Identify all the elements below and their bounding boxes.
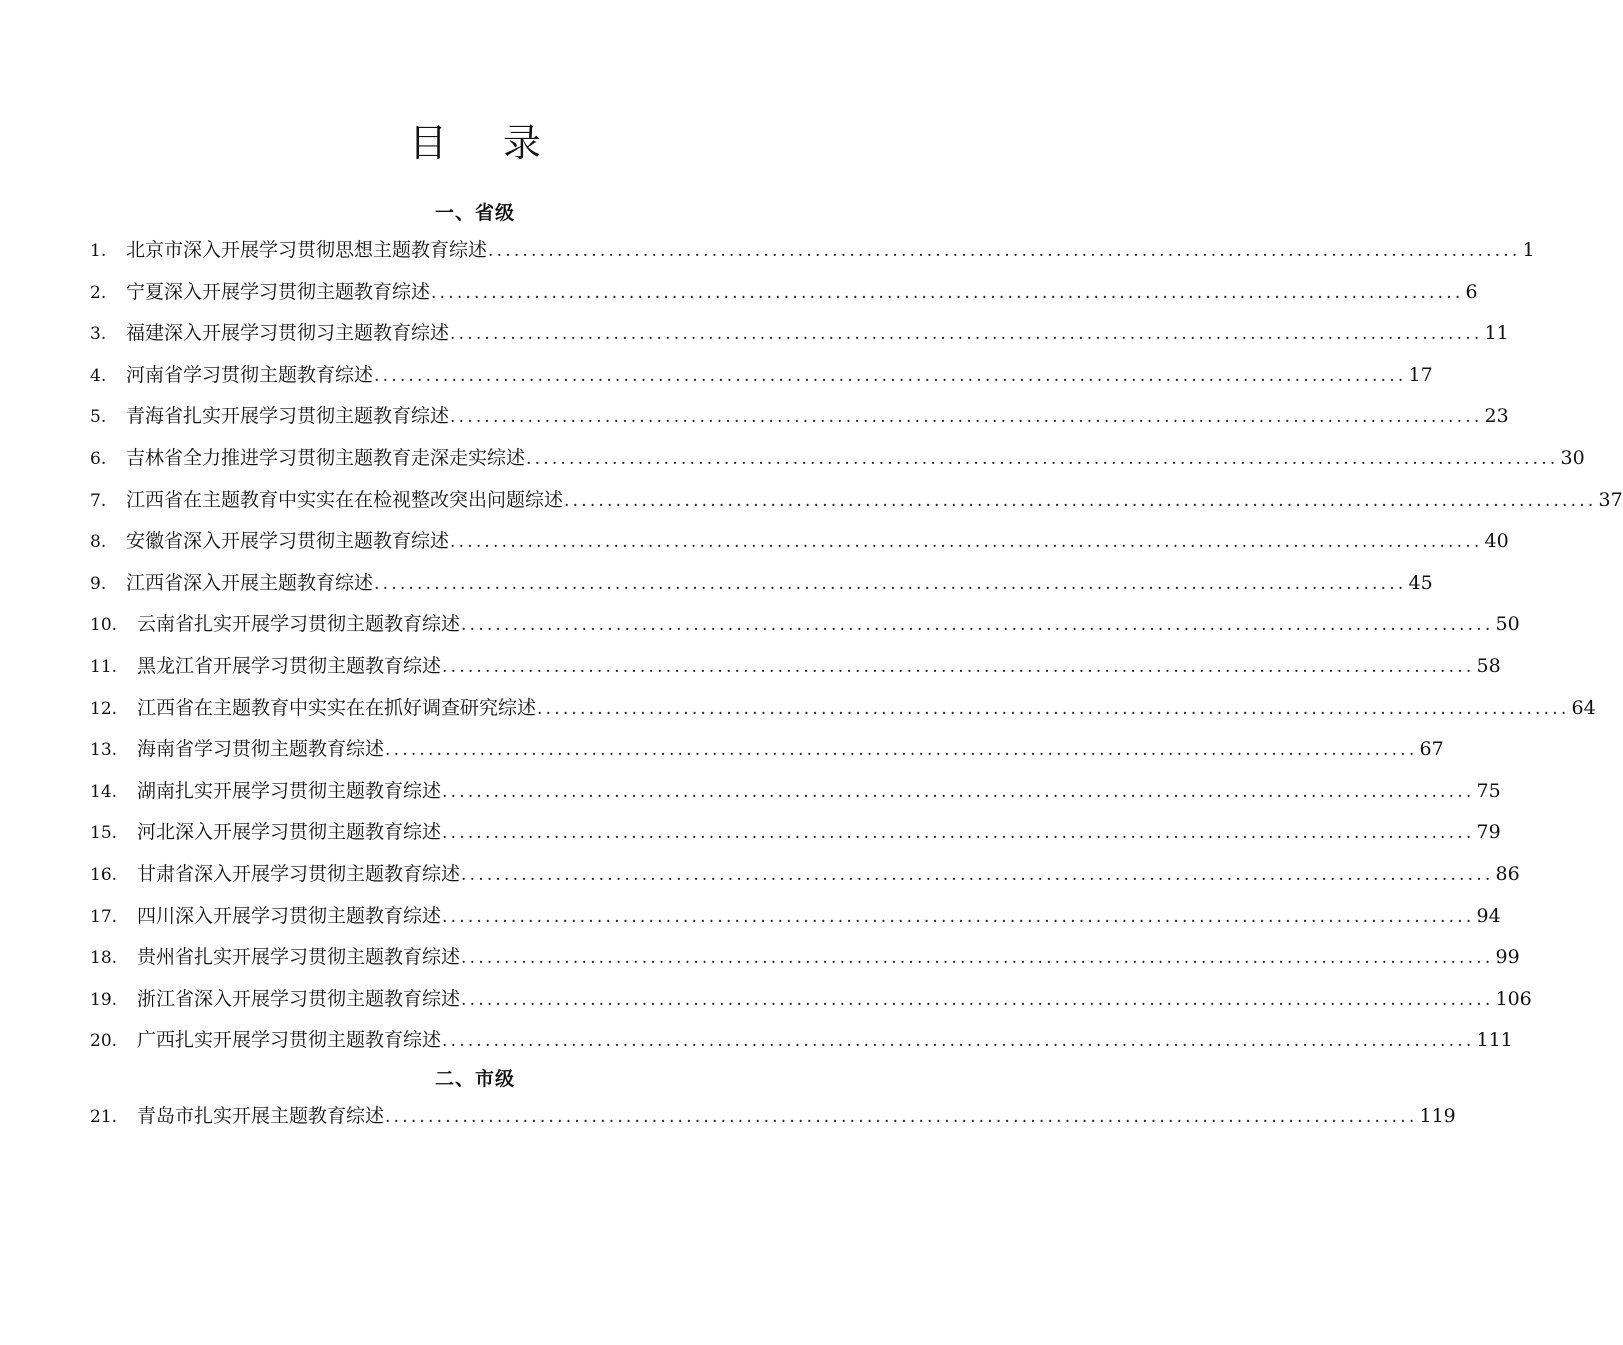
toc-entry-number: 10. — [90, 615, 118, 636]
toc-entry-title: 甘肃省深入开展学习贯彻主题教育综述 — [137, 862, 461, 885]
toc-entry-title: 江西省在主题教育中实实在在检视整改突出问题综述 — [126, 488, 564, 511]
toc-entry-page-number: 11 — [1484, 322, 1509, 345]
toc-entry-title: 河南省学习贯彻主题教育综述 — [126, 363, 374, 386]
toc-entry-page-number: 75 — [1476, 779, 1501, 802]
toc-entry[interactable] — [90, 688, 1596, 730]
toc-entry-title: 江西省深入开展主题教育综述 — [126, 571, 374, 594]
toc-entry-page-number: 17 — [1408, 363, 1433, 386]
toc-entry-page-number: 1 — [1522, 239, 1535, 261]
toc-entry-number: 19. — [90, 989, 118, 1010]
dot-leader: ........................................................................................................................ — [461, 989, 1494, 1010]
toc-entry-page-number: 45 — [1408, 571, 1433, 594]
dot-leader: ........................................................................................................................ — [450, 407, 1483, 428]
toc-entry-page-number: 106 — [1495, 987, 1532, 1010]
toc-entry-number: 13. — [90, 740, 118, 761]
dot-leader: ........................................................................................................................ — [442, 1031, 1475, 1052]
toc-entry-number: 18. — [90, 948, 118, 969]
toc-entry-title: 四川深入开展学习贯彻主题教育综述 — [137, 904, 442, 927]
dot-leader: ........................................................................................................................ — [442, 906, 1475, 927]
toc-entry[interactable] — [90, 812, 1501, 854]
dot-leader: ........................................................................................................................ — [450, 532, 1483, 553]
toc-entry-page-number: 94 — [1476, 904, 1501, 927]
toc-entry-page-number: 86 — [1495, 862, 1520, 885]
toc-entry-page-number: 64 — [1571, 696, 1596, 719]
toc-entry[interactable] — [90, 729, 1444, 771]
toc-entry-page-number: 119 — [1419, 1104, 1456, 1127]
toc-entry-page-number: 23 — [1484, 405, 1509, 428]
toc-entry-title: 江西省在主题教育中实实在在抓好调查研究综述 — [137, 696, 537, 719]
toc-entry-number: 21. — [90, 1106, 118, 1127]
toc-entry-number: 15. — [90, 823, 118, 844]
dot-leader: ........................................................................................................................ — [385, 1106, 1418, 1127]
toc-entry-number: 16. — [90, 864, 118, 885]
dot-leader: ........................................................................................................................ — [537, 698, 1570, 719]
dot-leader: ........................................................................................................................ — [442, 781, 1475, 802]
toc-entry-number: 11. — [90, 656, 118, 677]
dot-leader: ........................................................................................................................ — [564, 490, 1597, 511]
toc-entry[interactable] — [90, 1020, 1513, 1062]
toc-entry-title: 吉林省全力推进学习贯彻主题教育走深走实综述 — [126, 446, 526, 469]
toc-entry-title: 海南省学习贯彻主题教育综述 — [137, 738, 385, 761]
toc-entry[interactable] — [90, 396, 1509, 438]
toc-entry-number: 17. — [90, 906, 118, 927]
dot-leader: ........................................................................................................................ — [526, 448, 1559, 469]
toc-entry-page-number: 30 — [1560, 446, 1585, 469]
dot-leader: ........................................................................................................................ — [442, 823, 1475, 844]
toc-entry-page-number: 37 — [1598, 488, 1623, 511]
toc-entry[interactable] — [90, 272, 1478, 314]
toc-entry-number: 5. — [90, 407, 107, 428]
dot-leader: ........................................................................................................................ — [461, 615, 1494, 636]
toc-entry-title: 安徽省深入开展学习贯彻主题教育综述 — [126, 530, 450, 553]
toc-entry-title: 广西扎实开展学习贯彻主题教育综述 — [137, 1029, 442, 1052]
dot-leader: ........................................................................................................................ — [461, 948, 1494, 969]
dot-leader: ........................................................................................................................ — [442, 656, 1475, 677]
toc-entry-number: 20. — [90, 1031, 118, 1052]
toc-entry[interactable] — [90, 230, 1535, 272]
toc-entry-title: 宁夏深入开展学习贯彻主题教育综述 — [126, 280, 431, 303]
toc-entry-title: 云南省扎实开展学习贯彻主题教育综述 — [137, 613, 461, 636]
toc-entry-number: 6. — [90, 448, 107, 469]
table-of-contents — [90, 196, 1623, 1137]
toc-entry-number: 3. — [90, 324, 107, 345]
toc-entry-page-number: 111 — [1476, 1029, 1513, 1052]
toc-entry-title: 福建深入开展学习贯彻习主题教育综述 — [126, 322, 450, 345]
toc-entry[interactable] — [90, 937, 1520, 979]
dot-leader: ........................................................................................................................ — [488, 241, 1521, 261]
toc-entry-title: 北京市深入开展学习贯彻思想主题教育综述 — [126, 239, 488, 261]
dot-leader: ........................................................................................................................ — [385, 740, 1418, 761]
dot-leader: ........................................................................................................................ — [461, 864, 1494, 885]
toc-entry-page-number: 58 — [1476, 654, 1501, 677]
dot-leader: ........................................................................................................................ — [431, 282, 1464, 303]
section-heading: 二、市级 — [434, 1067, 515, 1090]
toc-entry[interactable] — [90, 438, 1585, 480]
toc-entry-title: 青岛市扎实开展主题教育综述 — [137, 1104, 385, 1127]
toc-entry[interactable] — [90, 979, 1532, 1021]
toc-entry-page-number: 99 — [1495, 946, 1520, 969]
toc-entry-page-number: 67 — [1419, 738, 1444, 761]
toc-entry[interactable] — [90, 896, 1501, 938]
toc-entry-number: 9. — [90, 573, 107, 594]
toc-entry-number: 1. — [90, 241, 107, 261]
toc-entry-number: 7. — [90, 490, 107, 511]
toc-entry[interactable] — [90, 1096, 1456, 1138]
toc-entry-title: 青海省扎实开展学习贯彻主题教育综述 — [126, 405, 450, 428]
toc-entry[interactable] — [90, 313, 1509, 355]
toc-entry[interactable] — [90, 604, 1520, 646]
toc-entry[interactable] — [90, 355, 1433, 397]
toc-entry-title: 黑龙江省开展学习贯彻主题教育综述 — [137, 654, 442, 677]
toc-entry-number: 2. — [90, 282, 107, 303]
toc-entry[interactable] — [90, 646, 1501, 688]
toc-entry[interactable] — [90, 854, 1520, 896]
toc-entry-page-number: 40 — [1484, 530, 1509, 553]
toc-entry-number: 8. — [90, 532, 107, 553]
toc-entry-page-number: 6 — [1465, 280, 1478, 303]
toc-entry-number: 4. — [90, 365, 107, 386]
toc-entry-number: 12. — [90, 698, 118, 719]
toc-entry[interactable] — [90, 771, 1501, 813]
toc-entry-page-number: 79 — [1476, 821, 1501, 844]
dot-leader: ........................................................................................................................ — [374, 365, 1407, 386]
toc-entry[interactable] — [90, 563, 1433, 605]
dot-leader: ........................................................................................................................ — [450, 324, 1483, 345]
toc-entry[interactable] — [90, 521, 1509, 563]
toc-entry-title: 湖南扎实开展学习贯彻主题教育综述 — [137, 779, 442, 802]
toc-entry-title: 浙江省深入开展学习贯彻主题教育综述 — [137, 987, 461, 1010]
toc-entry-number: 14. — [90, 781, 118, 802]
dot-leader: ........................................................................................................................ — [374, 573, 1407, 594]
page-title: 目 录 — [408, 121, 564, 165]
toc-entry-title: 贵州省扎实开展学习贯彻主题教育综述 — [137, 946, 461, 969]
toc-entry[interactable] — [90, 480, 1623, 522]
section-heading: 一、省级 — [434, 202, 515, 224]
toc-entry-page-number: 50 — [1495, 613, 1520, 636]
toc-entry-title: 河北深入开展学习贯彻主题教育综述 — [137, 821, 442, 844]
